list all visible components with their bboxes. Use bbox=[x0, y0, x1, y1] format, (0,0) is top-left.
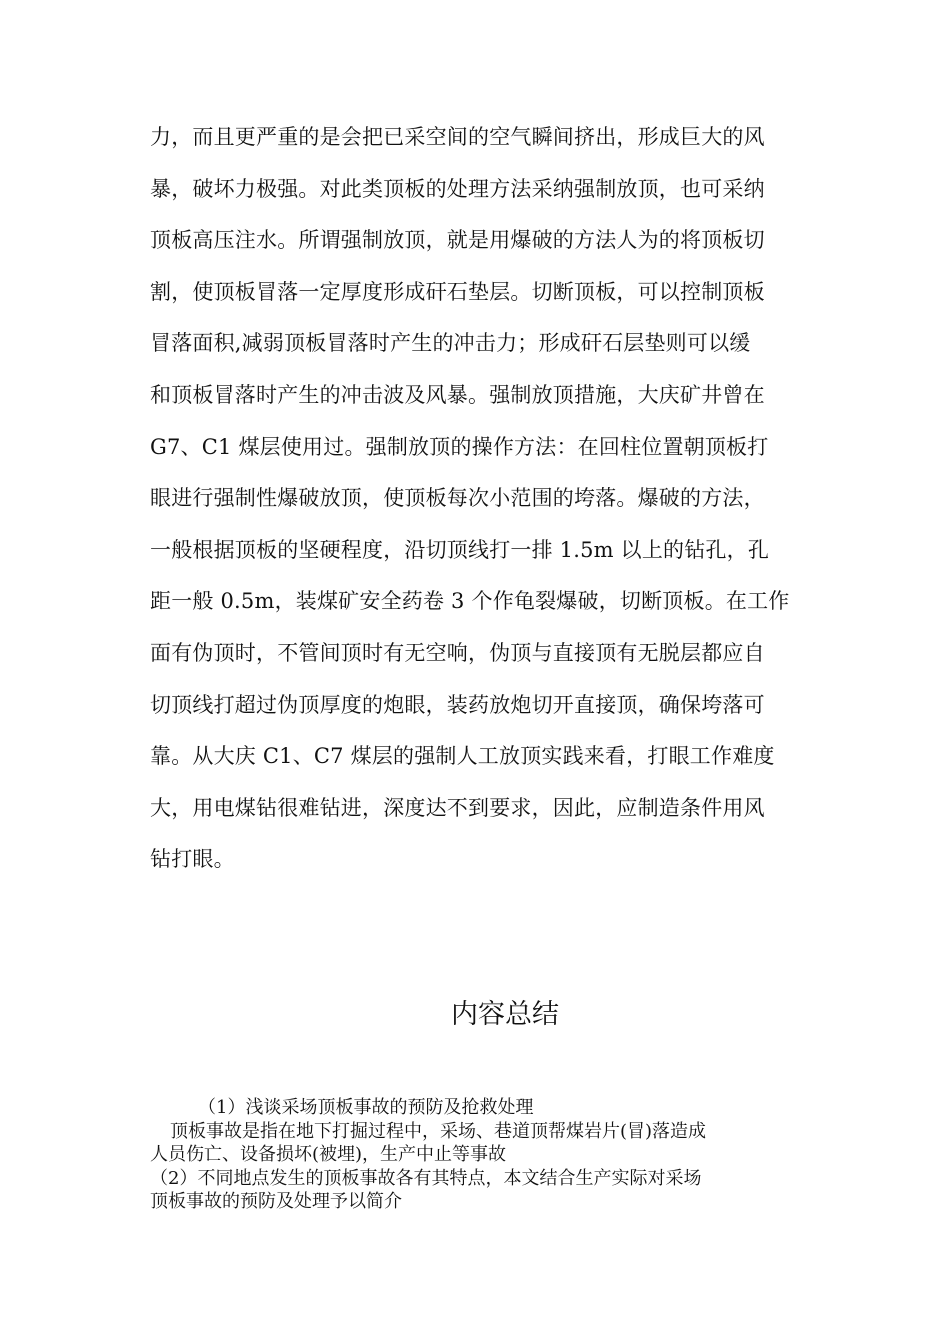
summary-line: 顶板事故是指在地下打掘过程中，采场、巷道顶帮煤岩片(冒)落造成 bbox=[170, 1120, 707, 1142]
summary-line: 顶板事故的预防及处理予以简介 bbox=[150, 1191, 402, 1212]
body-line: 暴，破坏力极强。对此类顶板的处理方法采纳强制放顶，也可采纳 bbox=[150, 176, 765, 201]
body-line: 钻打眼。 bbox=[150, 847, 235, 872]
summary-line: （1）浅谈采场顶板事故的预防及抢救处理 bbox=[198, 1097, 534, 1118]
body-line: 冒落面积,减弱顶板冒落时产生的冲击力；形成矸石层垫则可以缓 bbox=[150, 331, 751, 356]
summary-block bbox=[150, 1096, 800, 1214]
body-line: 力，而且更严重的是会把已采空间的空气瞬间挤出，形成巨大的风 bbox=[150, 125, 765, 149]
body-line: 顶板高压注水。所谓强制放顶，就是用爆破的方法人为的将顶板切 bbox=[150, 228, 765, 253]
body-line: 面有伪顶时，不管间顶时有无空响，伪顶与直接顶有无脱层都应自 bbox=[150, 640, 765, 665]
body-line: G7、C1 煤层使用过。强制放顶的操作方法：在回柱位置朝顶板打 bbox=[150, 434, 769, 459]
body-line: 割，使顶板冒落一定厚度形成矸石垫层。切断顶板，可以控制顶板 bbox=[150, 279, 765, 304]
summary-line: 人员伤亡、设备损坏(被埋)，生产中止等事故 bbox=[150, 1144, 507, 1165]
body-line: 和顶板冒落时产生的冲击波及风暴。强制放顶措施，大庆矿井曾在 bbox=[150, 382, 765, 407]
body-paragraph bbox=[150, 112, 800, 886]
body-line: 距一般 0.5m，装煤矿安全药卷 3 个作龟裂爆破，切断顶板。在工作 bbox=[150, 589, 790, 614]
summary-heading: 内容总结 bbox=[451, 999, 559, 1030]
summary-line: （2）不同地点发生的顶板事故各有其特点，本文结合生产实际对采场 bbox=[150, 1167, 702, 1189]
body-line: 大，用电煤钻很难钻进，深度达不到要求，因此，应制造条件用风 bbox=[150, 795, 765, 820]
body-line: 一般根据顶板的坚硬程度，沿切顶线打一排 1.5m 以上的钻孔，孔 bbox=[150, 537, 770, 562]
body-line: 靠。从大庆 C1、C7 煤层的强制人工放顶实践来看，打眼工作难度 bbox=[150, 744, 775, 769]
body-line: 眼进行强制性爆破放顶，使顶板每次小范围的垮落。爆破的方法， bbox=[150, 486, 765, 511]
body-line: 切顶线打超过伪顶厚度的炮眼，装药放炮切开直接顶，确保垮落可 bbox=[150, 692, 765, 717]
